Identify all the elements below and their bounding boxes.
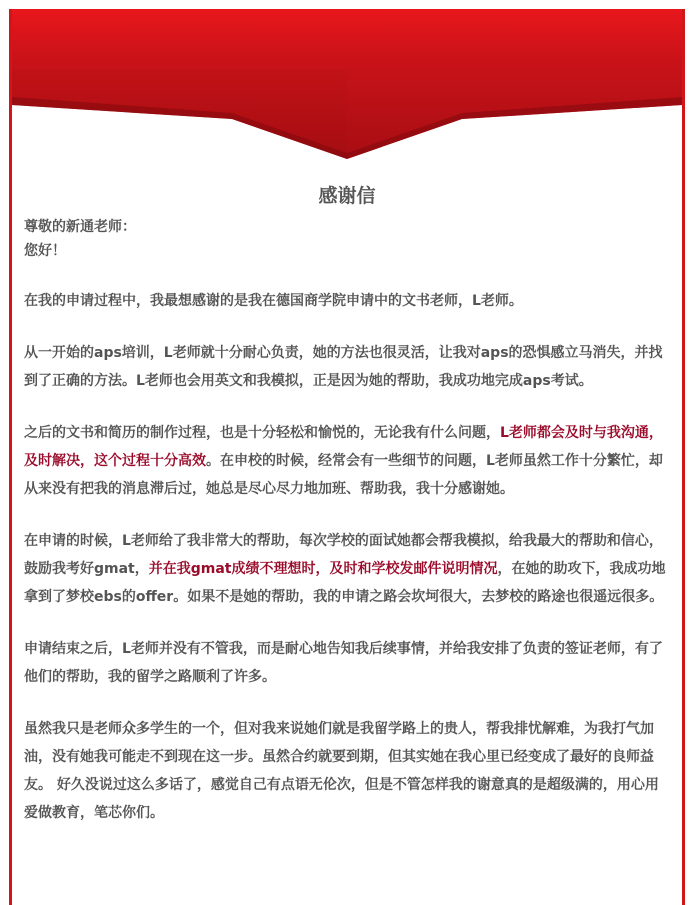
highlighted-text: L老师都会及时与我沟通，及时解决，这个过程十分高效 [24, 425, 663, 469]
letter-frame [9, 9, 685, 905]
paragraph-text: 。在申校的时候，经常会有一些细节的问题，L老师虽然工作十分繁忙，却从来没有把我的消息滞后过，她总是尽心尽力地加班、帮助我，我十分感谢她。 [24, 453, 663, 497]
salutation: 尊敬的新通老师： [24, 219, 136, 235]
greeting: 您好！ [24, 243, 66, 259]
red-ribbon-banner [12, 9, 682, 159]
paragraph-4 [24, 527, 672, 611]
paragraph-text: 从一开始的aps培训，L老师就十分耐心负责，她的方法也很灵活，让我对aps的恐惧感立马消失，并找到了正确的方法。L老师也会用英文和我模拟，正是因为她的帮助，我成功地完成aps考试。 [24, 345, 663, 389]
paragraph-text: ，在她的助攻下，我成功地拿到了梦校ebs的offer。如果不是她的帮助，我的申请之路会坎坷很大，去梦校的路途也很遥远很多。 [24, 561, 666, 605]
paragraph-text: 之后的文书和简历的制作过程，也是十分轻松和愉悦的，无论我有什么问题， [24, 425, 500, 441]
letter-title: 感谢信 [318, 185, 376, 207]
paragraph-text: 申请结束之后，L老师并没有不管我，而是耐心地告知我后续事情，并给我安排了负责的签证老师，有了他们的帮助，我的留学之路顺利了许多。 [24, 641, 663, 685]
paragraph-text: 在我的申请过程中，我最想感谢的是我在德国商学院申请中的文书老师，L老师。 [24, 293, 523, 309]
paragraph-5 [24, 635, 672, 691]
letter-body [24, 215, 672, 827]
paragraph-1 [24, 287, 672, 315]
paragraph-text: 在申请的时候，L老师给了我非常大的帮助，每次学校的面试她都会帮我模拟，给我最大的帮助和信心，鼓励我考好gmat， [24, 533, 663, 577]
paragraph-2 [24, 339, 672, 395]
paragraph-3 [24, 419, 672, 503]
highlighted-text: 并在我gmat成绩不理想时，及时和学校发邮件说明情况 [148, 561, 498, 577]
paragraph-text: 虽然我只是老师众多学生的一个，但对我来说她们就是我留学路上的贵人，帮我排忧解难，为我打气加油，没有她我可能走不到现在这一步。虽然合约就要到期，但其实她在我心里已经变成了最好的良师益友。 好久没说过这么多话了，感觉自己有点语无伦次，但是不管怎样我的谢意真的是超级满的，用心用爱做教育，笔芯你们。 [24, 721, 659, 821]
paragraph-6 [24, 715, 672, 827]
